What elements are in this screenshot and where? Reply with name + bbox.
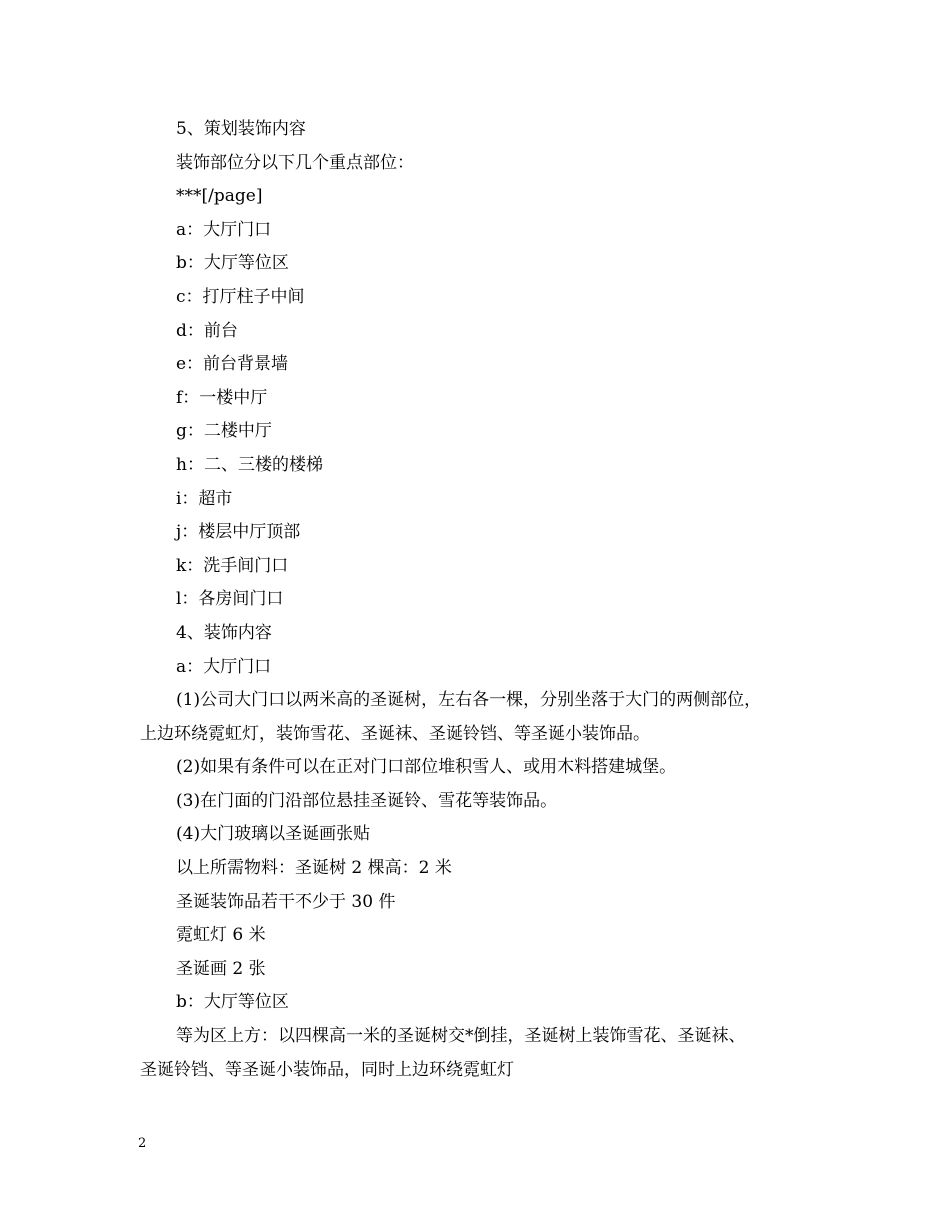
text-line: 圣诞画 2 张	[176, 958, 266, 979]
text-line: 装饰部位分以下几个重点部位：	[176, 152, 414, 173]
page-number: 2	[138, 1136, 147, 1151]
text-line: a：大厅门口	[176, 219, 272, 240]
text-line: k：洗手间门口	[176, 555, 289, 576]
text-line: b：大厅等位区	[176, 253, 289, 274]
text-line: 上边环绕霓虹灯，装饰雪花、圣诞袜、圣诞铃铛、等圣诞小装饰品。	[140, 723, 650, 744]
text-line: 圣诞铃铛、等圣诞小装饰品，同时上边环绕霓虹灯	[140, 1059, 514, 1080]
text-line: 霓虹灯 6 米	[176, 925, 266, 946]
text-line: l：各房间门口	[176, 589, 284, 610]
text-line: 4、装饰内容	[176, 622, 272, 643]
text-line: j：楼层中厅顶部	[176, 522, 301, 543]
text-line: (4)大门玻璃以圣诞画张贴	[176, 824, 371, 845]
text-line: e：前台背景墙	[176, 354, 289, 375]
document-body	[140, 113, 820, 1087]
text-line: ***[/page]	[176, 186, 263, 207]
text-line: 5、策划装饰内容	[176, 119, 306, 139]
text-line: (2)如果有条件可以在正对门口部位堆积雪人、或用木料搭建城堡。	[176, 757, 677, 778]
text-line: f：一楼中厅	[176, 387, 268, 408]
text-line: 以上所需物料：圣诞树 2 棵高：2 米	[176, 858, 452, 879]
text-line: (3)在门面的门沿部位悬挂圣诞铃、雪花等装饰品。	[176, 790, 558, 811]
text-line: d：前台	[176, 320, 238, 341]
text-line: i：超市	[176, 488, 233, 509]
text-line: 等为区上方：以四棵高一米的圣诞树交*倒挂，圣诞树上装饰雪花、圣诞袜、	[176, 1026, 746, 1047]
text-line: c：打厅柱子中间	[176, 286, 305, 307]
text-line: 圣诞装饰品若干不少于 30 件	[176, 891, 396, 912]
text-line: a：大厅门口	[176, 656, 272, 677]
text-line: (1)公司大门口以两米高的圣诞树，左右各一棵，分别坐落于大门的两侧部位，	[176, 690, 762, 711]
text-line: b：大厅等位区	[176, 992, 289, 1013]
text-line: h：二、三楼的楼梯	[176, 454, 323, 475]
text-line: g：二楼中厅	[176, 421, 272, 442]
